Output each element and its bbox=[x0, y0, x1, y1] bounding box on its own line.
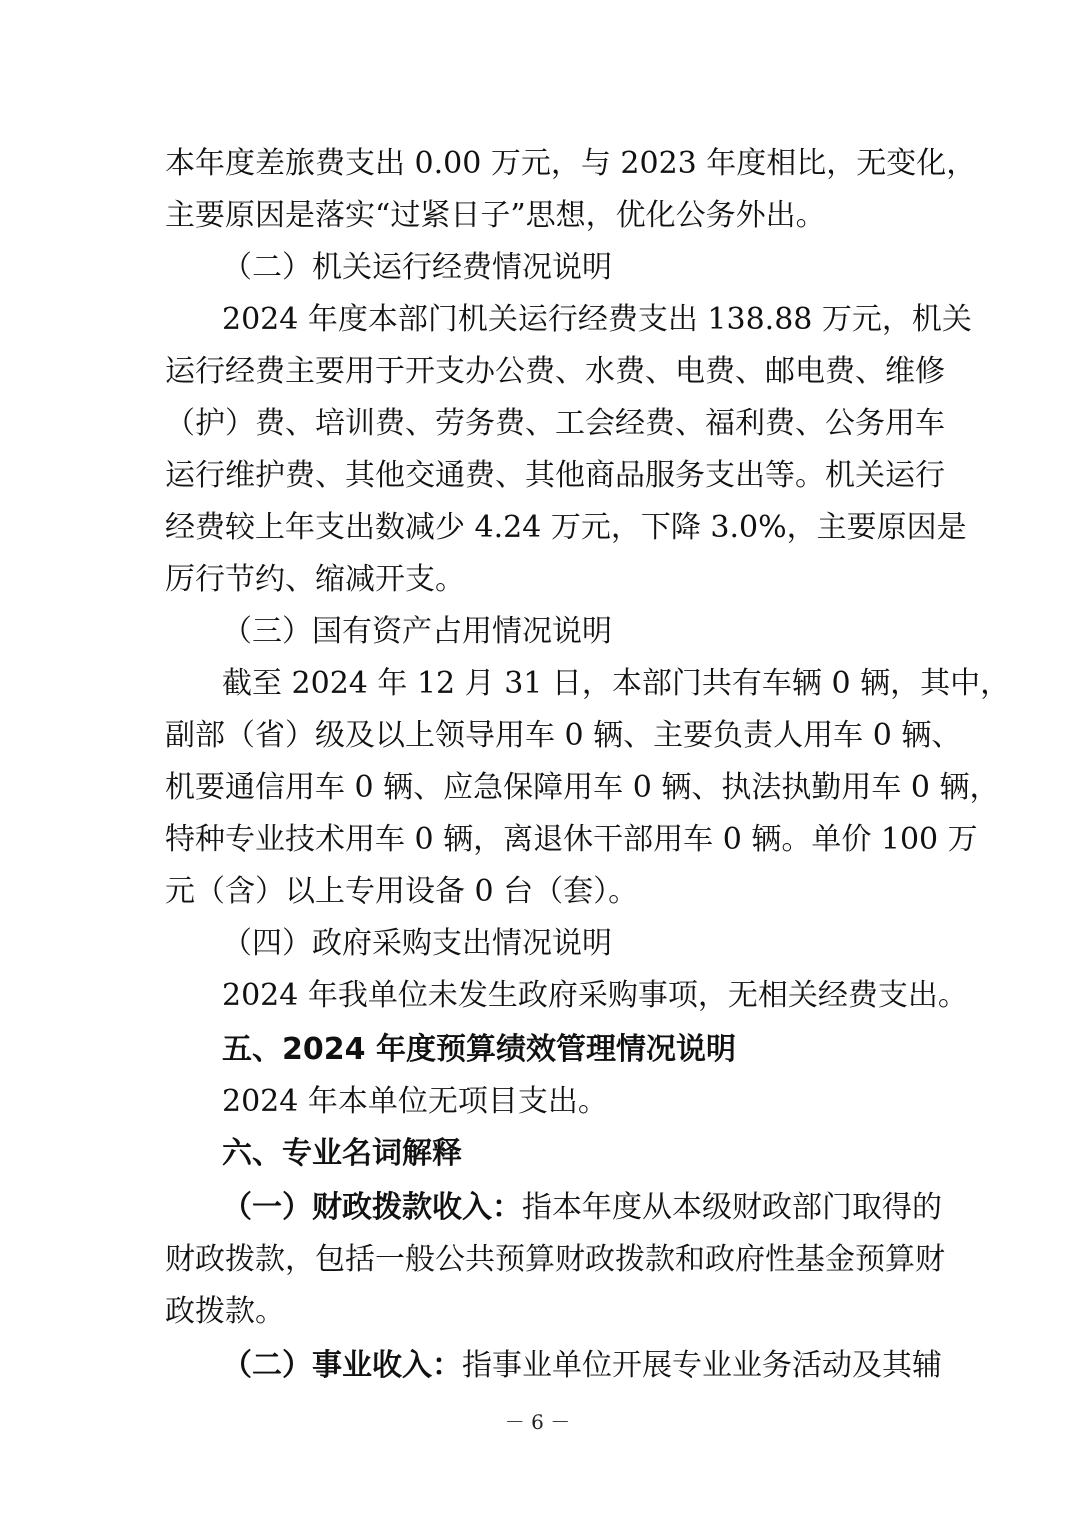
paragraph-line: 运行维护费、其他交通费、其他商品服务支出等。机关运行 bbox=[165, 458, 945, 493]
paragraph-line: 财政拨款，包括一般公共预算财政拨款和政府性基金预算财 bbox=[165, 1242, 945, 1277]
paragraph-line: （护）费、培训费、劳务费、工会经费、福利费、公务用车 bbox=[165, 406, 945, 441]
paragraph-line: 截至 2024 年 12 月 31 日，本部门共有车辆 0 辆，其中， bbox=[222, 666, 1011, 701]
section-heading-3: （三）国有资产占用情况说明 bbox=[222, 614, 612, 649]
term-definition-line bbox=[222, 1182, 942, 1234]
paragraph-line: 2024 年本单位无项目支出。 bbox=[222, 1084, 608, 1119]
section-heading-2: （二）机关运行经费情况说明 bbox=[222, 250, 612, 285]
term-definition-line bbox=[222, 1340, 942, 1392]
paragraph-line: 本年度差旅费支出 0.00 万元，与 2023 年度相比，无变化， bbox=[165, 146, 977, 181]
term-label: （一）财政拨款收入： bbox=[222, 1190, 522, 1225]
page-number: － 6 － bbox=[504, 1410, 571, 1434]
paragraph-line: 运行经费主要用于开支办公费、水费、电费、邮电费、维修 bbox=[165, 354, 945, 389]
paragraph-line: 2024 年我单位未发生政府采购事项，无相关经费支出。 bbox=[222, 978, 968, 1013]
paragraph-line: 元（含）以上专用设备 0 台（套）。 bbox=[165, 874, 639, 909]
paragraph-line: 主要原因是落实“过紧日子”思想，优化公务外出。 bbox=[165, 198, 826, 233]
paragraph-line: 2024 年度本部门机关运行经费支出 138.88 万元，机关 bbox=[222, 302, 972, 337]
paragraph-line: 经费较上年支出数减少 4.24 万元，下降 3.0%，主要原因是 bbox=[165, 510, 967, 545]
chapter-heading-6: 六、专业名词解释 bbox=[222, 1136, 462, 1171]
paragraph-line: 政拨款。 bbox=[165, 1294, 285, 1329]
paragraph-line: 特种专业技术用车 0 辆，离退休干部用车 0 辆。单价 100 万 bbox=[165, 822, 978, 857]
chapter-heading-5: 五、2024 年度预算绩效管理情况说明 bbox=[222, 1032, 736, 1067]
term-text: 指事业单位开展专业业务活动及其辅 bbox=[462, 1348, 942, 1383]
section-heading-4: （四）政府采购支出情况说明 bbox=[222, 926, 612, 961]
term-text: 指本年度从本级财政部门取得的 bbox=[522, 1190, 942, 1225]
paragraph-line: 厉行节约、缩减开支。 bbox=[165, 562, 465, 597]
paragraph-line: 机要通信用车 0 辆、应急保障用车 0 辆、执法执勤用车 0 辆， bbox=[165, 770, 1000, 805]
term-label: （二）事业收入： bbox=[222, 1348, 462, 1383]
paragraph-line: 副部（省）级及以上领导用车 0 辆、主要负责人用车 0 辆、 bbox=[165, 718, 962, 753]
